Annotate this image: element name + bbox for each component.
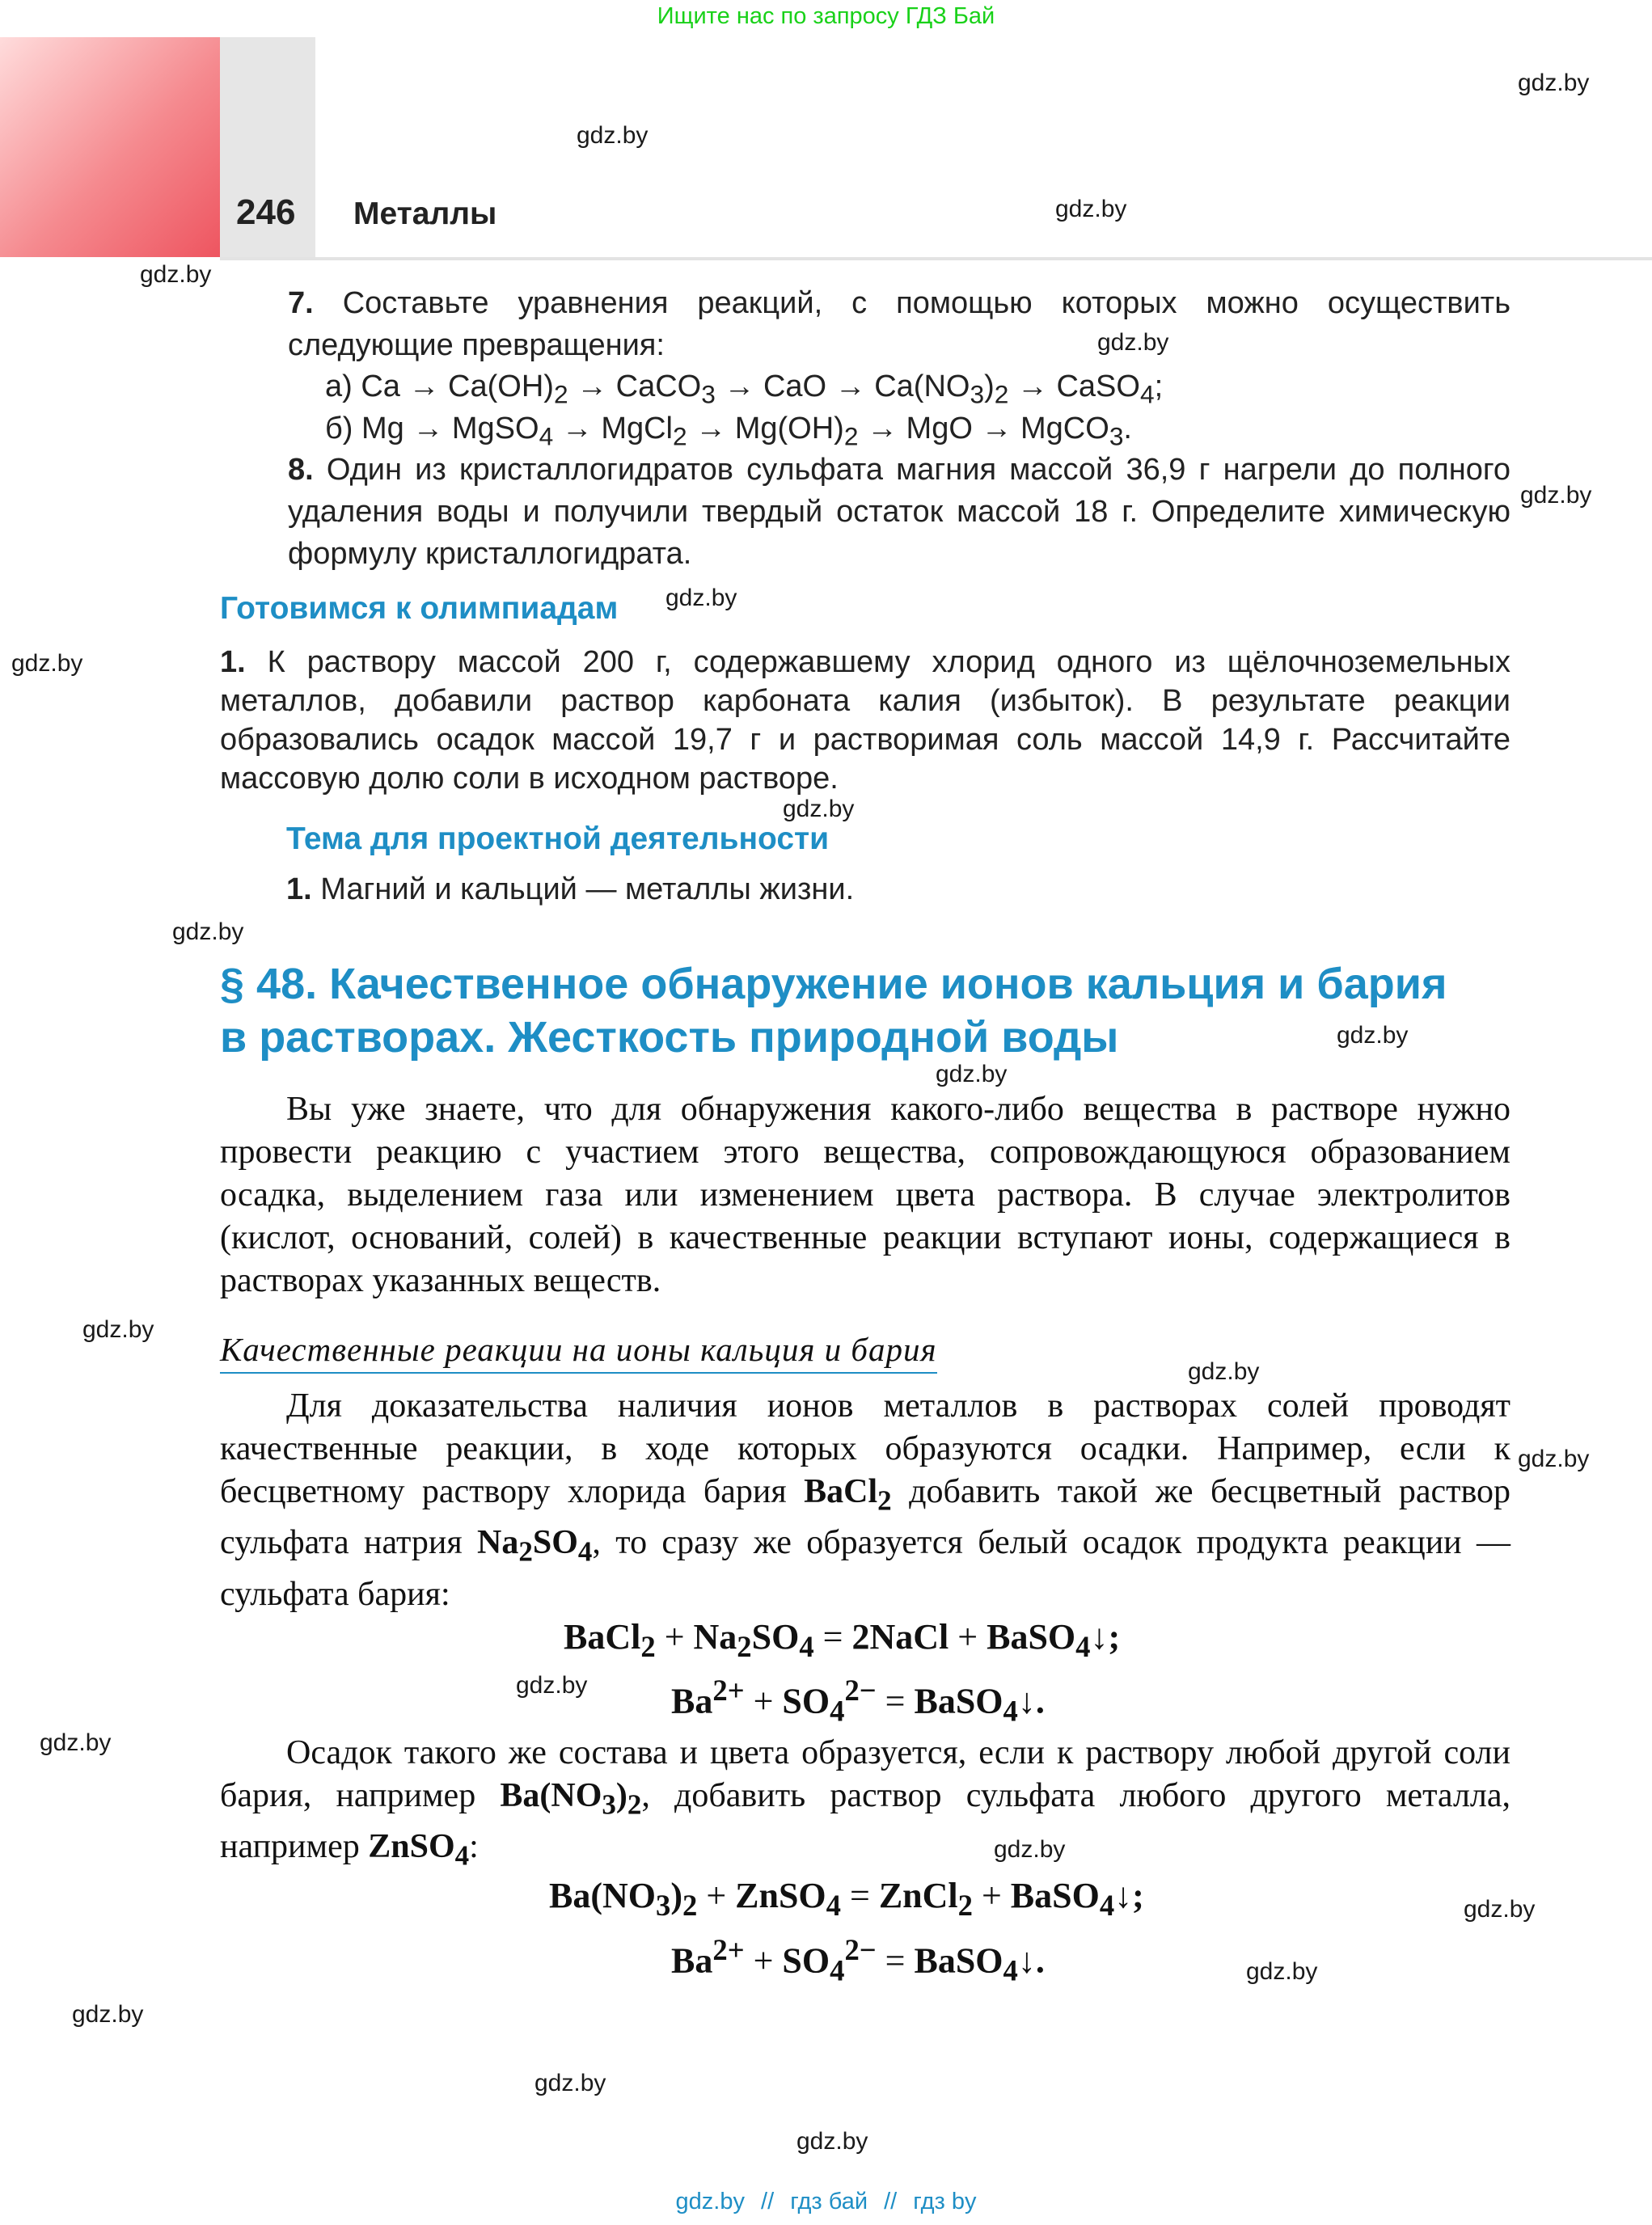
- chain-b-formula: Mg → MgSO$_4$ → MgCl$_2$ → $Mg(OH)_2$ → MgO → MgCO$_3$.: [361, 412, 1132, 451]
- watermark: gdz.by: [1520, 482, 1592, 509]
- p1-part2: добавить такой же бесцветный раствор сульфата натрия: [220, 1473, 1511, 1562]
- task-7-text: Составьте уравнения реакций, с помощью которых можно осуществить следующие превращения:: [288, 286, 1510, 362]
- section-title: [220, 957, 1530, 1064]
- watermark: gdz.by: [82, 1316, 154, 1343]
- olympiad-heading: Готовимся к олимпиадам: [220, 591, 619, 626]
- footer-separator: //: [884, 2189, 898, 2214]
- watermark: gdz.by: [11, 650, 83, 677]
- watermark: gdz.by: [140, 261, 212, 288]
- formula-na2so4: $Na_2SO_4$: [477, 1524, 593, 1568]
- header-divider: [220, 257, 1652, 260]
- formula-ba-no3-2: $Ba(NO_3)_2$: [500, 1777, 642, 1821]
- p1-part3: , то сразу же образуется белый осадок продукта реакции — сульфата бария:: [220, 1524, 1511, 1613]
- olympiad-task-text: К раствору массой 200 г, содержавшему хлорид одного из щёлочноземельных металлов, добавили раствор карбоната калия (избыток). В результате реакции образовались осадок массой 19,7 г и растворимая соль массой 14,9 г. Рассчитайте массовую долю соли в исходном растворе.: [220, 645, 1510, 796]
- watermark: gdz.by: [1518, 70, 1590, 96]
- footer-links: [0, 2189, 1652, 2215]
- header-color-block: [0, 37, 220, 257]
- chain-a-label: а): [325, 369, 353, 403]
- chapter-title: Металлы: [353, 196, 497, 231]
- watermark: gdz.by: [577, 122, 649, 149]
- watermark: gdz.by: [936, 1061, 1008, 1087]
- watermark: gdz.by: [665, 585, 737, 611]
- top-banner[interactable]: Ищите нас по запросу ГДЗ Бай: [657, 3, 995, 29]
- watermark: gdz.by: [40, 1729, 112, 1756]
- formula-znso4: ZnSO$_4$: [368, 1828, 470, 1872]
- p2-part1: Осадок такого же состава и цвета образуется, если к раствору любой другой соли бария, например: [220, 1734, 1510, 1814]
- equation-1-ionic: $Ba^{2+} + SO_4^{2-}$ = BaSO$_4$↓.: [671, 1674, 1045, 1728]
- project-item-text: Магний и кальций — металлы жизни.: [320, 872, 855, 906]
- project-heading: Тема для проектной деятельности: [286, 821, 830, 856]
- section-title-line1: § 48. Качественное обнаружение ионов кальция и бария: [220, 960, 1447, 1008]
- equation-2-ionic: $Ba^{2+} + SO_4^{2-}$ = BaSO$_4$↓.: [671, 1933, 1045, 1987]
- footer-link-gdz-bai[interactable]: гдз бай: [790, 2189, 868, 2214]
- project-item-number: 1.: [286, 872, 312, 906]
- equation-2: $Ba(NO_3)_2$ + ZnSO$_4$ = ZnCl$_2$ + BaSO$_4$↓;: [549, 1876, 1144, 1922]
- formula-bacl2: BaCl$_2$: [804, 1473, 892, 1517]
- p2-part3: :: [469, 1828, 479, 1866]
- watermark: gdz.by: [172, 918, 244, 945]
- watermark: gdz.by: [796, 2128, 868, 2155]
- subheading: Качественные реакции на ионы кальция и бария: [220, 1330, 937, 1374]
- olympiad-task-number: 1.: [220, 645, 246, 679]
- chain-b-label: б): [325, 412, 353, 445]
- watermark: gdz.by: [1055, 196, 1127, 222]
- watermark: gdz.by: [1464, 1896, 1536, 1923]
- section-title-line2: в растворах. Жесткость природной воды: [220, 1013, 1119, 1062]
- paragraph-2: [220, 1732, 1510, 1877]
- footer-separator: //: [761, 2189, 775, 2214]
- paragraph-1: [220, 1385, 1510, 1616]
- watermark: gdz.by: [516, 1672, 588, 1699]
- p2-part2: , добавить раствор сульфата любого другого металла, например: [220, 1777, 1511, 1866]
- watermark: gdz.by: [534, 2070, 606, 2096]
- watermark: gdz.by: [1097, 329, 1169, 356]
- watermark: gdz.by: [72, 2001, 144, 2028]
- watermark: gdz.by: [1246, 1958, 1318, 1985]
- watermark: gdz.by: [1518, 1446, 1590, 1472]
- watermark: gdz.by: [783, 796, 855, 822]
- task-7: [288, 282, 1510, 366]
- task-8-number: 8.: [288, 453, 314, 487]
- task-8: [288, 449, 1510, 575]
- footer-link-gdz-by[interactable]: gdz.by: [675, 2189, 745, 2214]
- intro-paragraph: Вы уже знаете, что для обнаружения какого-либо вещества в растворе нужно провести реакцию с участием этого вещества, сопровождающуюся образованием осадка, выделением газа или изменением цвета раствора. В случае электролитов (кислот, оснований, солей) в качественные реакции вступают ионы, содержащиеся в растворах указанных веществ.: [220, 1091, 1510, 1299]
- watermark: gdz.by: [994, 1836, 1066, 1863]
- chain-a-formula: $Ca \to Ca(OH)_2$ → CaCO$_3$ → CaO → $Ca(NO_3)_2$ → CaSO$_4$;: [361, 369, 1164, 409]
- task-8-text: Один из кристаллогидратов сульфата магния массой 36,9 г нагрели до полного удаления воды и получили твердый остаток массой 18 г. Определите химическую формулу кристаллогидрата.: [288, 453, 1510, 571]
- task-7-number: 7.: [288, 286, 314, 320]
- page-number: 246: [236, 192, 296, 232]
- watermark: gdz.by: [1337, 1022, 1409, 1049]
- p1-part1: Для доказательства наличия ионов металлов в растворах солей проводят качественные реакции, в ходе которых образуются осадки. Например, если к бесцветному раствору хлорида бария: [220, 1387, 1510, 1510]
- footer-link-gdz-by-alt[interactable]: гдз by: [913, 2189, 977, 2214]
- equation-1: BaCl$_2$ + $Na_2SO_4$ = 2NaCl + BaSO$_4$↓;: [564, 1617, 1121, 1663]
- project-item: [286, 868, 854, 910]
- olympiad-task: [220, 643, 1510, 798]
- watermark: gdz.by: [1188, 1358, 1260, 1385]
